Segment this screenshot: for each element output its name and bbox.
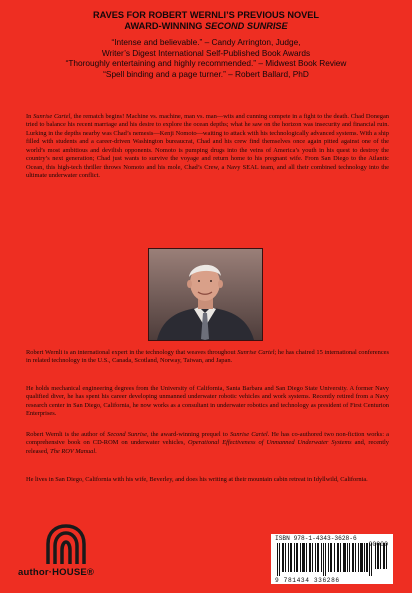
synopsis-book-title: Sunrise Cartel bbox=[33, 113, 71, 120]
bio-book-title: Second Sunrise bbox=[107, 431, 147, 438]
bio-book-title: The ROV Manual bbox=[50, 447, 96, 455]
synopsis-intro: In bbox=[26, 113, 34, 120]
bio-text: Robert Wernli is an international expert in the technology that weaves throughout bbox=[26, 349, 238, 356]
review-quote: “Thoroughly entertaining and highly recommended.” – Midwest Book Review bbox=[65, 58, 347, 69]
synopsis-paragraph bbox=[26, 113, 389, 181]
isbn-label: ISBN 978-1-4343-3628-6 bbox=[275, 535, 357, 542]
bio-text: ; he has chaired 15 international conferences in related technology in the U.S., Canada, Scotland, Norway, Taiwan, and Japan. bbox=[26, 349, 389, 365]
bio-book-title: Operational Effectiveness of Unmanned Underwater Systems bbox=[187, 439, 352, 447]
review-quote: Writer’s Digest International Self-Published Book Awards bbox=[101, 47, 311, 58]
review-quote: “Intense and believable.” – Candy Arrington, Judge, bbox=[111, 37, 301, 47]
publisher-name: author·HOUSE® bbox=[18, 567, 95, 578]
author-photo bbox=[148, 248, 263, 341]
raves-heading-line1: RAVES FOR ROBERT WERNLI’S PREVIOUS NOVEL bbox=[93, 10, 319, 20]
review-quote: “Spell binding and a page turner.” – Robert Ballard, PhD bbox=[103, 68, 309, 79]
raves-heading-line2 bbox=[0, 21, 412, 32]
synopsis-body: , the rematch begins! Machine vs. machine, man vs. man—wits and cunning compete in a fight to the death. Chad Donegan tried to balance his recent marriage and his desire to explore the ocean depths; what he saw on the horizon was insecurity and financial ruin. Lurking in the depths nearby was Chad’s nemesis—Kenji Nomoto—waiting to attack with his technologically advanced systems. With a ship filled with students and a career-driven Washington bureaucrat, Chad and his crew find themselves once again pitted against one of the world’s most ambitious and devilish opponents. Nomoto is pumping drugs into the veins of America’s youth in his quest to destroy the country’s next generation; Chad just wants to survive the voyage and return home to his pregnant wife. From San Diego to the Atlantic Ocean, this high-tech thriller throws Nomoto and his mole, Chad’s Crew, a Navy SEAL team, and all their combined technology into the ultimate underwater conflict. bbox=[26, 113, 389, 180]
bio-text: . He has co-authored two non-fiction works: a comprehensive book on CD-ROM on underwater vehicles, bbox=[26, 431, 389, 447]
bio-paragraph-4: He lives in San Diego, California with his wife, Beverley, and does his writing at their mountain cabin retreat in Idyllwild, California. bbox=[26, 476, 368, 483]
review-quotes bbox=[0, 37, 412, 79]
raves-heading-title: SECOND SUNRISE bbox=[204, 21, 288, 31]
bio-text: . bbox=[95, 447, 97, 455]
bio-paragraph-3 bbox=[26, 431, 389, 456]
raves-heading-prefix: AWARD-WINNING bbox=[124, 21, 205, 31]
bio-text: Robert Wernli is the author of bbox=[26, 431, 108, 438]
bio-paragraph-2: He holds mechanical engineering degrees from the University of California, Santa Barbara and San Diego State University. A former Navy qualified diver, he has spent his career developing unmanned underwater robotic vehicles and work systems. Recently retired from a Navy research center in San Diego, California, he now works as a consultant in underwater robotics and technology as president of First Centurion Enterprises. bbox=[26, 385, 389, 418]
raves-heading bbox=[0, 10, 412, 32]
bio-book-title: Sunrise Cartel bbox=[229, 431, 268, 438]
isbn-digits: 9 781434 336286 bbox=[275, 577, 340, 584]
bio-text: and, recently released, bbox=[26, 439, 389, 455]
authorhouse-icon bbox=[26, 520, 106, 566]
bio-text: , the award-winning prequel to bbox=[146, 431, 230, 438]
bio-paragraph-1 bbox=[26, 349, 389, 366]
isbn-barcode bbox=[271, 534, 393, 584]
barcode-bars bbox=[277, 543, 389, 576]
bio-book-title: Sunrise Cartel bbox=[237, 349, 275, 356]
